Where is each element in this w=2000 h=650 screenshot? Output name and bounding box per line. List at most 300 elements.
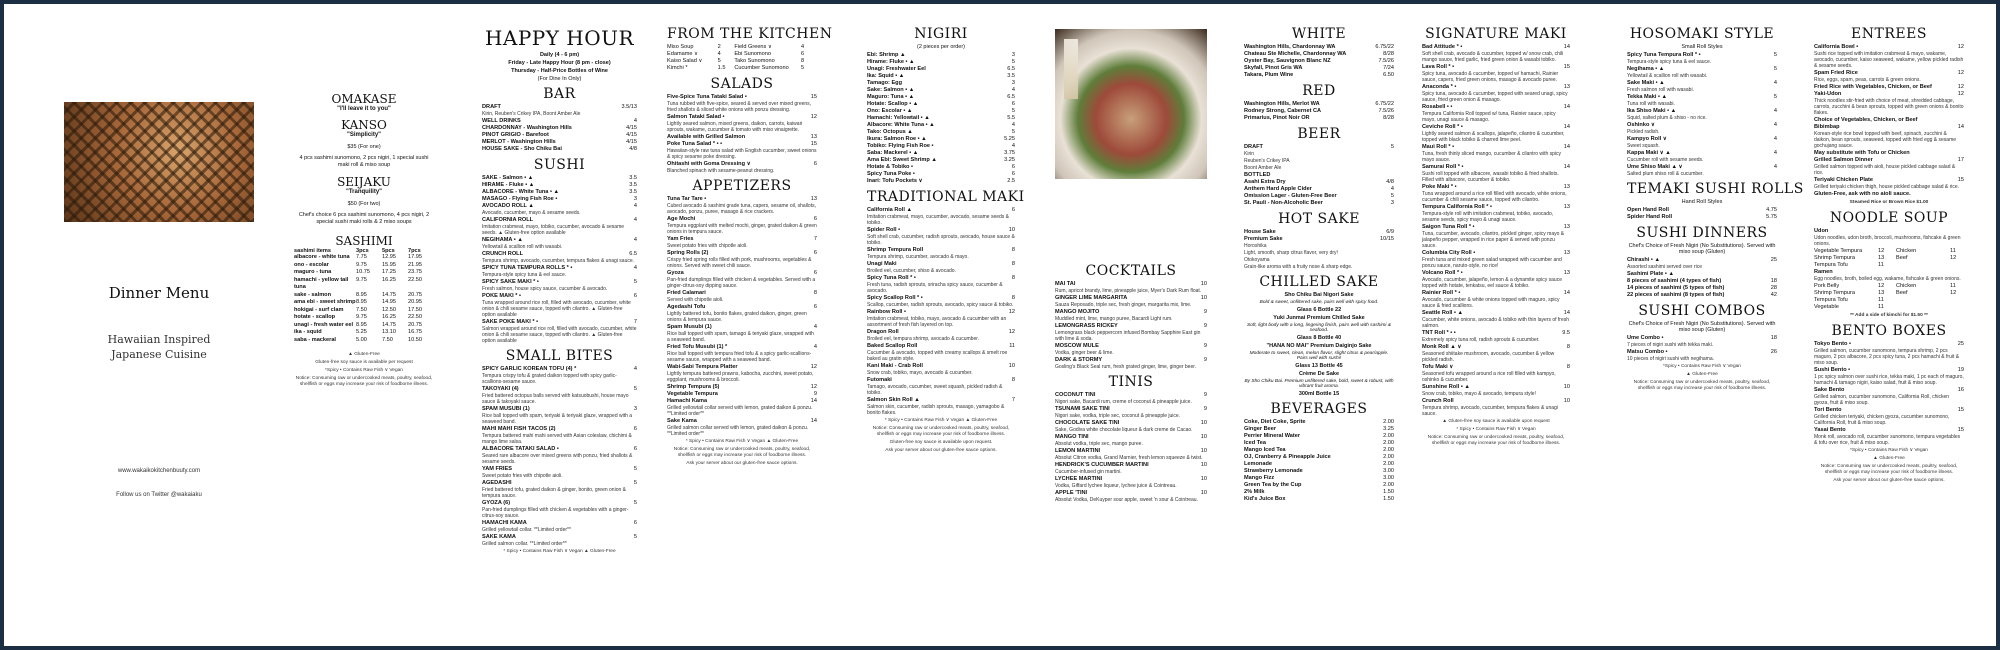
item-price: 6 — [813, 304, 817, 310]
item-name: SPAM MUSUBI (1) — [482, 406, 530, 412]
price-row — [1627, 214, 1777, 221]
sashimi-header-7: 7pcs — [408, 248, 421, 254]
item-price: 42 — [1770, 292, 1777, 298]
row-price: 1.50 — [1383, 489, 1394, 495]
menu-item — [1814, 191, 1964, 198]
item-name: Spicy Tuna Roll * • — [867, 275, 916, 281]
side-cell: Tako Sunomono — [734, 58, 775, 64]
item-desc: Cucumber & avocado, topped with creamy scallops & smelt roe baked au gratin style. — [867, 350, 1008, 362]
item-price: 14 — [1563, 104, 1570, 110]
item-price: 7 — [813, 236, 817, 242]
item-price: 12 — [810, 364, 817, 370]
row-name: Strawberry Lemonade — [1244, 468, 1303, 474]
item-name: GINGER LIME MARGARITA — [1055, 295, 1128, 301]
item-desc: Lightly seared salmon & scallops, jalapeño, cilantro & cucumber, topped with black tobiko & charred lime peel. — [1422, 131, 1565, 143]
menu-item — [1055, 343, 1207, 350]
ramen-desc: Egg noodles, broth, boiled egg, wakame, fishcake & green onions. — [1814, 276, 1961, 282]
menu-item — [667, 391, 817, 398]
gf-note: Gluten-free soy sauce is available per request — [315, 360, 413, 365]
item-price: 14 — [1563, 164, 1570, 170]
item-name: MERLOT - Washington Hills — [482, 139, 556, 145]
option-cell: Shrimp Tempura — [1814, 290, 1855, 296]
side-cell: Kimchi * — [667, 65, 688, 71]
text-line: Grain-like aroma with a fruity nose & sharp edge. — [1244, 264, 1353, 270]
price-row — [1244, 489, 1394, 496]
item-price: 9 — [1203, 343, 1207, 349]
price-row — [1244, 229, 1394, 236]
small-bites-title: SMALL BITES — [505, 348, 614, 364]
menu-item — [667, 161, 817, 168]
item-name: TSUNAMI SAKE TINI — [1055, 406, 1110, 412]
menu-item — [1814, 407, 1964, 414]
item-name: GYOZA (6) — [482, 500, 511, 506]
item-name: SPICY GARLIC KOREAN TOFU (4) * — [482, 366, 577, 372]
nigiri-name: Ebi: Shrimp ▲ — [867, 52, 906, 58]
row-price: 7.5/26 — [1378, 108, 1394, 114]
appetizers-list — [667, 196, 817, 437]
item-price: 15 — [1957, 177, 1964, 183]
item-price: 6 — [633, 446, 637, 452]
nigiri-title: NIGIRI — [914, 26, 968, 42]
option-row — [1814, 290, 1964, 297]
chilled-name: "HANA NO MAI" Premium Daiginjo Sake — [1266, 343, 1372, 349]
sushi-dinners-title: SUSHI DINNERS — [1636, 225, 1768, 241]
price-row — [1244, 101, 1394, 108]
website-link[interactable]: www.wakaikokitchenbuuty.com — [117, 468, 201, 474]
row-name: St. Pauli - Non-Alcoholic Beer — [1244, 200, 1323, 206]
item-name: Poke Tuna Salad * • • — [667, 141, 723, 147]
menu-item — [482, 196, 637, 203]
row-name: Ginger Beer — [1244, 426, 1277, 432]
item-desc: Vodka, ginger beer & lime. — [1055, 350, 1114, 356]
price-row — [1244, 440, 1394, 447]
option-cell — [1950, 297, 1964, 304]
item-desc: Tuna wrapped around rice roll, filled with avocado, cucumber, white onion & chili sesame sauce, topped with cilantro. ▲ Gluten-free option available — [482, 300, 631, 318]
side-cell: Field Greens ∨ — [734, 44, 772, 50]
item-desc: Tuna, fresh thinly sliced mango, cucumber & cilantro with spicy mayo sauce. — [1422, 151, 1562, 163]
nigiri-gf-2: Ask your server about our gluten-free sauce options. — [885, 448, 997, 453]
sashimi-cell: sake - salmon — [294, 291, 331, 298]
item-price: 8 — [1011, 275, 1015, 281]
option-row — [1814, 283, 1964, 290]
rice-note: Steamed Rice or Brown Rice $1.00 — [1849, 200, 1929, 205]
item-name: Samurai Roll * • — [1422, 164, 1464, 170]
item-price: 15 — [810, 94, 817, 100]
tinis-title: TINIS — [1108, 374, 1154, 390]
item-price: 8 — [1566, 344, 1570, 350]
chilled-desc: Bold & sweet, unfiltered sake, pairs well with spicy food. — [1259, 300, 1379, 305]
item-name: DARK & STORMY — [1055, 357, 1103, 363]
nigiri-subtitle: (2 pieces per order) — [917, 44, 965, 50]
kanso-title: KANSO — [341, 118, 387, 132]
signature-maki-panel — [1422, 22, 1570, 640]
sashimi-cell: 20.75 — [408, 291, 422, 298]
row-name: Washington Hills, Merlot WA — [1244, 101, 1320, 107]
option-cell: 11 — [1878, 297, 1884, 303]
item-desc: Seared rare albacore over mixed greens with ponzu, fried shallots & sesame seeds. — [482, 453, 633, 465]
item-name: Spider Roll • — [867, 227, 901, 233]
menu-item — [1627, 278, 1777, 285]
item-desc: Yellowtail & scallion roll with wasabi. — [1627, 73, 1708, 79]
option-cell: 11 — [1878, 262, 1884, 268]
item-name: Grilled Salmon Dinner — [1814, 157, 1873, 163]
chilled-name: Yuki Junmai Premium Chilled Sake — [1273, 315, 1365, 321]
item-price: 6.5 — [629, 251, 637, 257]
item-name: Chirashi • ▲ — [1627, 257, 1660, 263]
item-price: 6 — [1011, 207, 1015, 213]
menu-item — [1627, 292, 1777, 299]
item-price: 8 — [1011, 261, 1015, 267]
item-price: 9 — [813, 391, 817, 397]
menu-item — [482, 466, 637, 473]
item-price: 10 — [1200, 295, 1207, 301]
item-name: Tofu Maki ∨ — [1422, 364, 1454, 370]
menu-item — [867, 397, 1015, 404]
item-price: 10 — [1008, 363, 1015, 369]
menu-item — [1627, 285, 1777, 292]
menu-item — [667, 196, 817, 203]
item-desc: Monk roll, avocado roll, cucumber sunomono, tempura vegetables & tofu over rice, fruit & miso soup. — [1814, 434, 1961, 446]
menu-sheet — [4, 4, 1996, 646]
item-price: 13 — [810, 134, 817, 140]
item-desc: Fresh salmon roll with wasabi. — [1627, 87, 1694, 93]
item-price: 5 — [633, 279, 637, 285]
item-price: 14 — [1957, 124, 1964, 130]
menu-title: Dinner Menu — [108, 284, 210, 302]
item-name: Fried Tofu Musubi (1) * — [667, 344, 728, 350]
item-desc: Muddled mint, lime, mango puree, Bacardi Light rum. — [1055, 316, 1173, 322]
menu-item — [482, 406, 637, 413]
item-name: Teriyaki Chicken Plate — [1814, 177, 1873, 183]
item-name: WELL DRINKS — [482, 118, 521, 124]
item-name: Spam Musubi (1) — [667, 324, 712, 330]
item-name: Fried Rice with Vegetables, Chicken, or Beef — [1814, 84, 1932, 90]
row-name: Chateau Ste Michelle, Chardonnay WA — [1244, 51, 1347, 57]
item-name: May substitute with Tofu or Chicken — [1814, 150, 1910, 156]
nigiri-row — [867, 52, 1015, 59]
sashimi-cell: 17.95 — [408, 254, 422, 260]
row-name: 2% Milk — [1244, 489, 1265, 495]
item-name: HENDRICK'S CUCUMBER MARTINI — [1055, 462, 1149, 468]
item-price: 4 — [633, 366, 637, 372]
option-cell — [1950, 262, 1964, 269]
sashimi-row — [294, 329, 434, 337]
bento-title: BENTO BOXES — [1831, 323, 1947, 339]
sashimi-row — [294, 337, 434, 345]
beverages-title: BEVERAGES — [1270, 401, 1368, 417]
item-price: 28 — [1770, 285, 1777, 291]
menu-item — [1627, 335, 1777, 342]
menu-item — [1422, 124, 1570, 131]
sashimi-cell: 16.25 — [382, 314, 396, 320]
row-price: 2.00 — [1383, 440, 1394, 446]
item-name: 14 pieces of sashimi (5 types of fish) — [1627, 285, 1725, 291]
row-price: 2.00 — [1383, 419, 1394, 425]
option-cell: 13 — [1878, 255, 1885, 261]
option-cell: Chicken — [1896, 248, 1917, 254]
menu-item — [1814, 367, 1964, 374]
item-price: 3.5 — [629, 189, 637, 195]
item-price: 12 — [810, 384, 817, 390]
menu-item — [867, 309, 1015, 316]
kanso-desc: 4 pcs sashimi sunomono, 2 pcs nigiri, 1 special sushi maki roll & miso soup — [299, 155, 429, 168]
price-row — [1244, 179, 1394, 186]
item-price: 6 — [633, 293, 637, 299]
sashimi-row — [294, 269, 434, 277]
nigiri-price: 4 — [1011, 122, 1015, 128]
nigiri-price: 5 — [1011, 108, 1015, 114]
draft-label: DRAFT — [1244, 144, 1263, 150]
row-name: Oyster Bay, Sauvignon Blanc NZ — [1244, 58, 1331, 64]
beer-title: BEER — [1297, 126, 1341, 142]
menu-item — [867, 275, 1015, 282]
row-price: 3 — [1390, 200, 1394, 206]
ramen-heading — [1814, 269, 1964, 276]
side-cell: 2 — [717, 44, 721, 50]
item-desc: Pickled radish. — [1627, 129, 1660, 135]
menu-item — [1422, 144, 1570, 151]
item-desc: Crispy fried spring rolls filled with pork, mushrooms, vegetables & onions. Served with sweet chili sauce. — [667, 257, 812, 269]
item-desc: Broiled eel, tempura shrimp, avocado & cucumber. — [867, 336, 979, 342]
item-name: POKE MAKI * • — [482, 293, 521, 299]
item-name: Monk Roll ▲ ∨ — [1422, 344, 1462, 350]
row-price: 8/28 — [1383, 115, 1394, 121]
menu-item — [1422, 250, 1570, 257]
menu-item — [1422, 330, 1570, 337]
item-name: Matsu Combo • — [1627, 349, 1668, 355]
item-price: 6 — [813, 161, 817, 167]
item-desc: Tuna rubbed with five-spice, seared & served over mixed greens, fried shallots & sliced white onions with ponzu dressing. — [667, 101, 812, 113]
nigiri-name: Tako: Octopus ▲ — [867, 129, 913, 135]
item-price: 9 — [1203, 357, 1207, 363]
sushi-combos-title: SUSHI COMBOS — [1638, 303, 1766, 319]
menu-item — [1422, 384, 1570, 391]
item-price: 12 — [1957, 70, 1964, 76]
small-bites-list — [482, 366, 637, 547]
item-desc: Tuna roll with wasabi. — [1627, 101, 1675, 107]
menu-item — [667, 344, 817, 351]
row-name: Green Tea by the Cup — [1244, 482, 1302, 488]
item-name: Gluten-Free, ask with no aioli sauce. — [1814, 191, 1911, 197]
price-row — [1244, 426, 1394, 433]
nigiri-row — [867, 87, 1015, 94]
nigiri-notice: Notice: Consuming raw or undercooked meats, poultry, seafood, shellfish or eggs may increase your risk of foodborne illness. — [872, 426, 1010, 437]
sashimi-cell: albacore - white tuna — [294, 254, 350, 260]
menu-item — [1814, 427, 1964, 434]
sake-glass-photo — [1064, 39, 1078, 99]
item-name: Available with Grilled Salmon — [667, 134, 746, 140]
row-price: 7.5/26 — [1378, 58, 1394, 64]
nigiri-price: 5 — [1011, 59, 1015, 65]
menu-item — [1627, 122, 1777, 129]
item-price: 12 — [1957, 44, 1964, 50]
sashimi-row — [294, 277, 434, 292]
price-row — [1244, 65, 1394, 72]
nigiri-name: Ikura: Salmon Roe • ▲ — [867, 136, 927, 142]
item-price: 16 — [1957, 387, 1964, 393]
option-cell: Tempura Tofu — [1814, 262, 1848, 268]
item-desc: Lightly tempura battered prawns, kabocha, zucchini, sweet potato, eggplant, mushrooms & broccoli. — [667, 371, 814, 383]
row-price: 5 — [1390, 193, 1394, 199]
sushi-dinners-list — [1627, 257, 1777, 299]
price-row — [1244, 496, 1394, 503]
side-cell: Miso Soup — [667, 44, 694, 50]
item-desc: Fresh salmon, house spicy sauce, cucumber & avocado. — [482, 286, 608, 292]
side-cell: Ebi Sunomono — [734, 51, 772, 57]
item-desc: Blanched spinach with sesame-peanut dressing. — [667, 168, 775, 174]
entrees-gf: ▲ Gluten-Free — [1873, 456, 1905, 461]
item-desc: Sushi roll topped with albacore, wasabi tobiko & fried shallots. Filled with albacore, cucumber & tobiko. — [1422, 171, 1559, 183]
menu-item — [482, 139, 637, 146]
entrees-gf-2: Ask your server about our gluten-free sauce options. — [1833, 478, 1945, 483]
item-desc: Grilled salmon, cucumber sunomono, California Roll, chicken gyoza, fruit & miso soup. — [1814, 394, 1950, 406]
menu-item — [482, 217, 637, 224]
item-desc: Extremely spicy tuna roll, radish sprouts & cucumber. — [1422, 337, 1540, 343]
nigiri-name: Sake: Salmon • ▲ — [867, 87, 915, 93]
sushi-combos-list — [1627, 335, 1777, 362]
item-price: 13 — [1563, 84, 1570, 90]
item-desc: Grilled chicken teriyaki, chicken gyoza, cucumber sunomono, California Roll, fruit & miso soup. — [1814, 414, 1950, 426]
row-price: 6/9 — [1386, 229, 1394, 235]
cover-tagline — [64, 332, 254, 362]
row-name: Rodney Strong, Cabernet CA — [1244, 108, 1322, 114]
signature-notice: Notice: Consuming raw or undercooked meats, poultry, seafood, shellfish or eggs may increase your risk of foodborne illness. — [1427, 435, 1565, 446]
row-price: 3.00 — [1383, 468, 1394, 474]
row-name: Anthem Hard Apple Cider — [1244, 186, 1312, 192]
side-row — [667, 58, 817, 65]
item-name: SAKE KAMA — [482, 534, 516, 540]
side-row — [667, 51, 817, 58]
chilled-desc: Moderate to sweet, clean, melon flavor, slight citrus & pear/apple. Pairs well with sushi! — [1249, 351, 1389, 361]
menu-item — [1627, 349, 1777, 356]
item-desc: Tuna wrapped around a rice roll filled with avocado, white onions, cucumber & chili sesame sauce, topped with cilantro. — [1422, 191, 1567, 203]
cover-panel — [64, 22, 254, 640]
sashimi-title: SASHIMI — [335, 234, 393, 248]
menu-item — [482, 175, 637, 182]
item-price: 4 — [633, 237, 637, 243]
menu-item — [482, 279, 637, 286]
traditional-maki-list — [867, 207, 1015, 416]
nigiri-row — [867, 115, 1015, 122]
nigiri-name: Unagi: Freshwater Eel — [867, 66, 926, 72]
sashimi-cell: 16.75 — [408, 329, 422, 335]
item-name: Spicy Tuna Tempura Roll * • — [1627, 52, 1701, 58]
sashimi-cell: 22.50 — [408, 276, 422, 283]
cocktails-panel — [1055, 259, 1207, 640]
row-price: 2.00 — [1383, 447, 1394, 453]
item-desc: Imitation crabmeat, tobiko, mayo, avocado & cucumber with an assortment of fresh fish layered on top. — [867, 316, 1007, 328]
option-cell — [1896, 297, 1946, 304]
item-desc: Grilled salmon, cucumber sunomono, tempura shrimp, 2 pcs maguro, 2 pcs albacore, 2 pcs spicy tuna, 2 pcs hamachi & fruit & miso soup. — [1814, 348, 1960, 366]
item-desc: 1 pc spicy salmon over sushi rice, tekka maki, 1 pc each of maguro, hamachi & tamago nigiri, kaiso salad, fruit & miso soup. — [1814, 374, 1964, 386]
item-price: 4 — [813, 324, 817, 330]
item-desc: Grilled salmon topped with aioli, house pickled cabbage salad & rice. — [1814, 164, 1956, 176]
item-name: Crunch Roll — [1422, 398, 1454, 404]
price-row — [1244, 44, 1394, 51]
text-line: Boont Amber Ale — [1244, 165, 1282, 171]
menu-item — [667, 398, 817, 405]
menu-item — [1814, 124, 1964, 131]
item-price: 4 — [1773, 136, 1777, 142]
nigiri-price: 5.25 — [1004, 136, 1015, 142]
nigiri-gf-1: Gluten-free soy sauce is available upon request. — [889, 440, 993, 445]
item-name: Kappa Maki ∨ ▲ — [1627, 150, 1671, 156]
kanso-subtitle: "Simplicity" — [346, 132, 382, 138]
item-name: Tokyo Bento • — [1814, 341, 1851, 347]
happy-hour-panel — [482, 22, 637, 640]
item-desc: Hawaiian-style raw tuna salad with English cucumber, sweet onions & spicy sesame poke dressing. — [667, 148, 817, 160]
sushi-dinners-subtitle: Chef's Choice of Fresh Nigiri (No Substitutions). Served with miso soup (Gluten) — [1628, 243, 1776, 255]
item-desc: Tempura eggplant with melted mochi, ginger, grated daikon & green onions in tempura sauce. — [667, 223, 817, 235]
item-name: AGEDASHI — [482, 480, 512, 486]
salads-title: SALADS — [710, 76, 774, 92]
nigiri-price: 4 — [1011, 143, 1015, 149]
menu-item — [482, 426, 637, 433]
item-name: Tori Bento — [1814, 407, 1842, 413]
nigiri-name: Spicy Tuna Poke • — [867, 171, 915, 177]
item-name: Vegetable Tempura — [667, 391, 718, 397]
udon-options — [1814, 248, 1964, 269]
item-name: Sashimi Plate • ▲ — [1627, 271, 1674, 277]
entrees-panel — [1814, 22, 1964, 640]
nigiri-row — [867, 101, 1015, 108]
chilled-desc: By Sho Chiku Bai. Premium unfiltered sake, bold, sweet & robust, with vibrant fruit aroma. — [1244, 379, 1394, 389]
item-price: 10 — [1200, 462, 1207, 468]
item-name: Baked Scallop Roll — [867, 343, 918, 349]
item-name: MAHI MAHI FISH TACOS (2) — [482, 426, 556, 432]
item-name: Yasai Bento — [1814, 427, 1846, 433]
item-name: Lava Roll * • — [1422, 64, 1455, 70]
item-name: Age Mochi — [667, 216, 696, 222]
item-price: 15 — [1563, 64, 1570, 70]
twitter-link[interactable]: Follow us on Twitter @wakaiaku — [116, 492, 202, 498]
sashimi-cell: 14.75 — [382, 291, 396, 298]
item-name: Sunshine Roll • ▲ — [1422, 384, 1470, 390]
nigiri-price: 3.75 — [1004, 150, 1015, 156]
sushi-combos-subtitle: Chef's Choice of Fresh Nigiri (No Substitutions). Served with miso soup (Gluten) — [1628, 321, 1776, 333]
cocktails-list — [1055, 281, 1207, 370]
item-price: 15 — [1957, 427, 1964, 433]
row-price: 8/28 — [1383, 51, 1394, 57]
price-row — [1244, 186, 1394, 193]
item-price: 3 — [633, 406, 637, 412]
hosomaki-panel — [1627, 22, 1804, 640]
item-price: 4/15 — [626, 132, 637, 138]
item-name: Maui Roll * • — [1422, 144, 1455, 150]
sashimi-cell: 22.50 — [408, 314, 422, 320]
nigiri-price: 4 — [1011, 87, 1015, 93]
item-name: Bad Attitude * • — [1422, 44, 1463, 50]
item-name: Sake Kama — [667, 418, 697, 424]
menu-item — [1814, 84, 1964, 91]
seijaku-desc: Chef's choice 6 pcs sashimi sunomono, 4 pcs nigiri, 2 special sushi maki rolls & 2 miso soups — [298, 212, 430, 225]
item-desc: Cucumber, white onions, avocado & tobiko with thin layers of fresh salmon. — [1422, 317, 1570, 329]
option-row — [1814, 304, 1964, 311]
row-price: 2.00 — [1383, 482, 1394, 488]
item-desc: Grilled salmon collar served with lemon, grated daikon & ponzu. **Limited order** — [667, 425, 809, 437]
item-price: 5 — [633, 480, 637, 486]
row-price: 4 — [1390, 186, 1394, 192]
red-wine-list — [1244, 101, 1394, 122]
item-desc: Rice ball topped with spam, teriyaki & teriyaki glaze, wrapped with a seaweed band. — [482, 413, 633, 425]
item-price: 6 — [813, 216, 817, 222]
item-name: Sushi Bento • — [1814, 367, 1851, 373]
price-row — [1244, 433, 1394, 440]
menu-item — [1627, 257, 1777, 264]
sashimi-cell: 23.75 — [408, 269, 422, 275]
sashimi-cell: 8.95 — [356, 299, 367, 305]
hot-sake-title: HOT SAKE — [1278, 211, 1360, 227]
